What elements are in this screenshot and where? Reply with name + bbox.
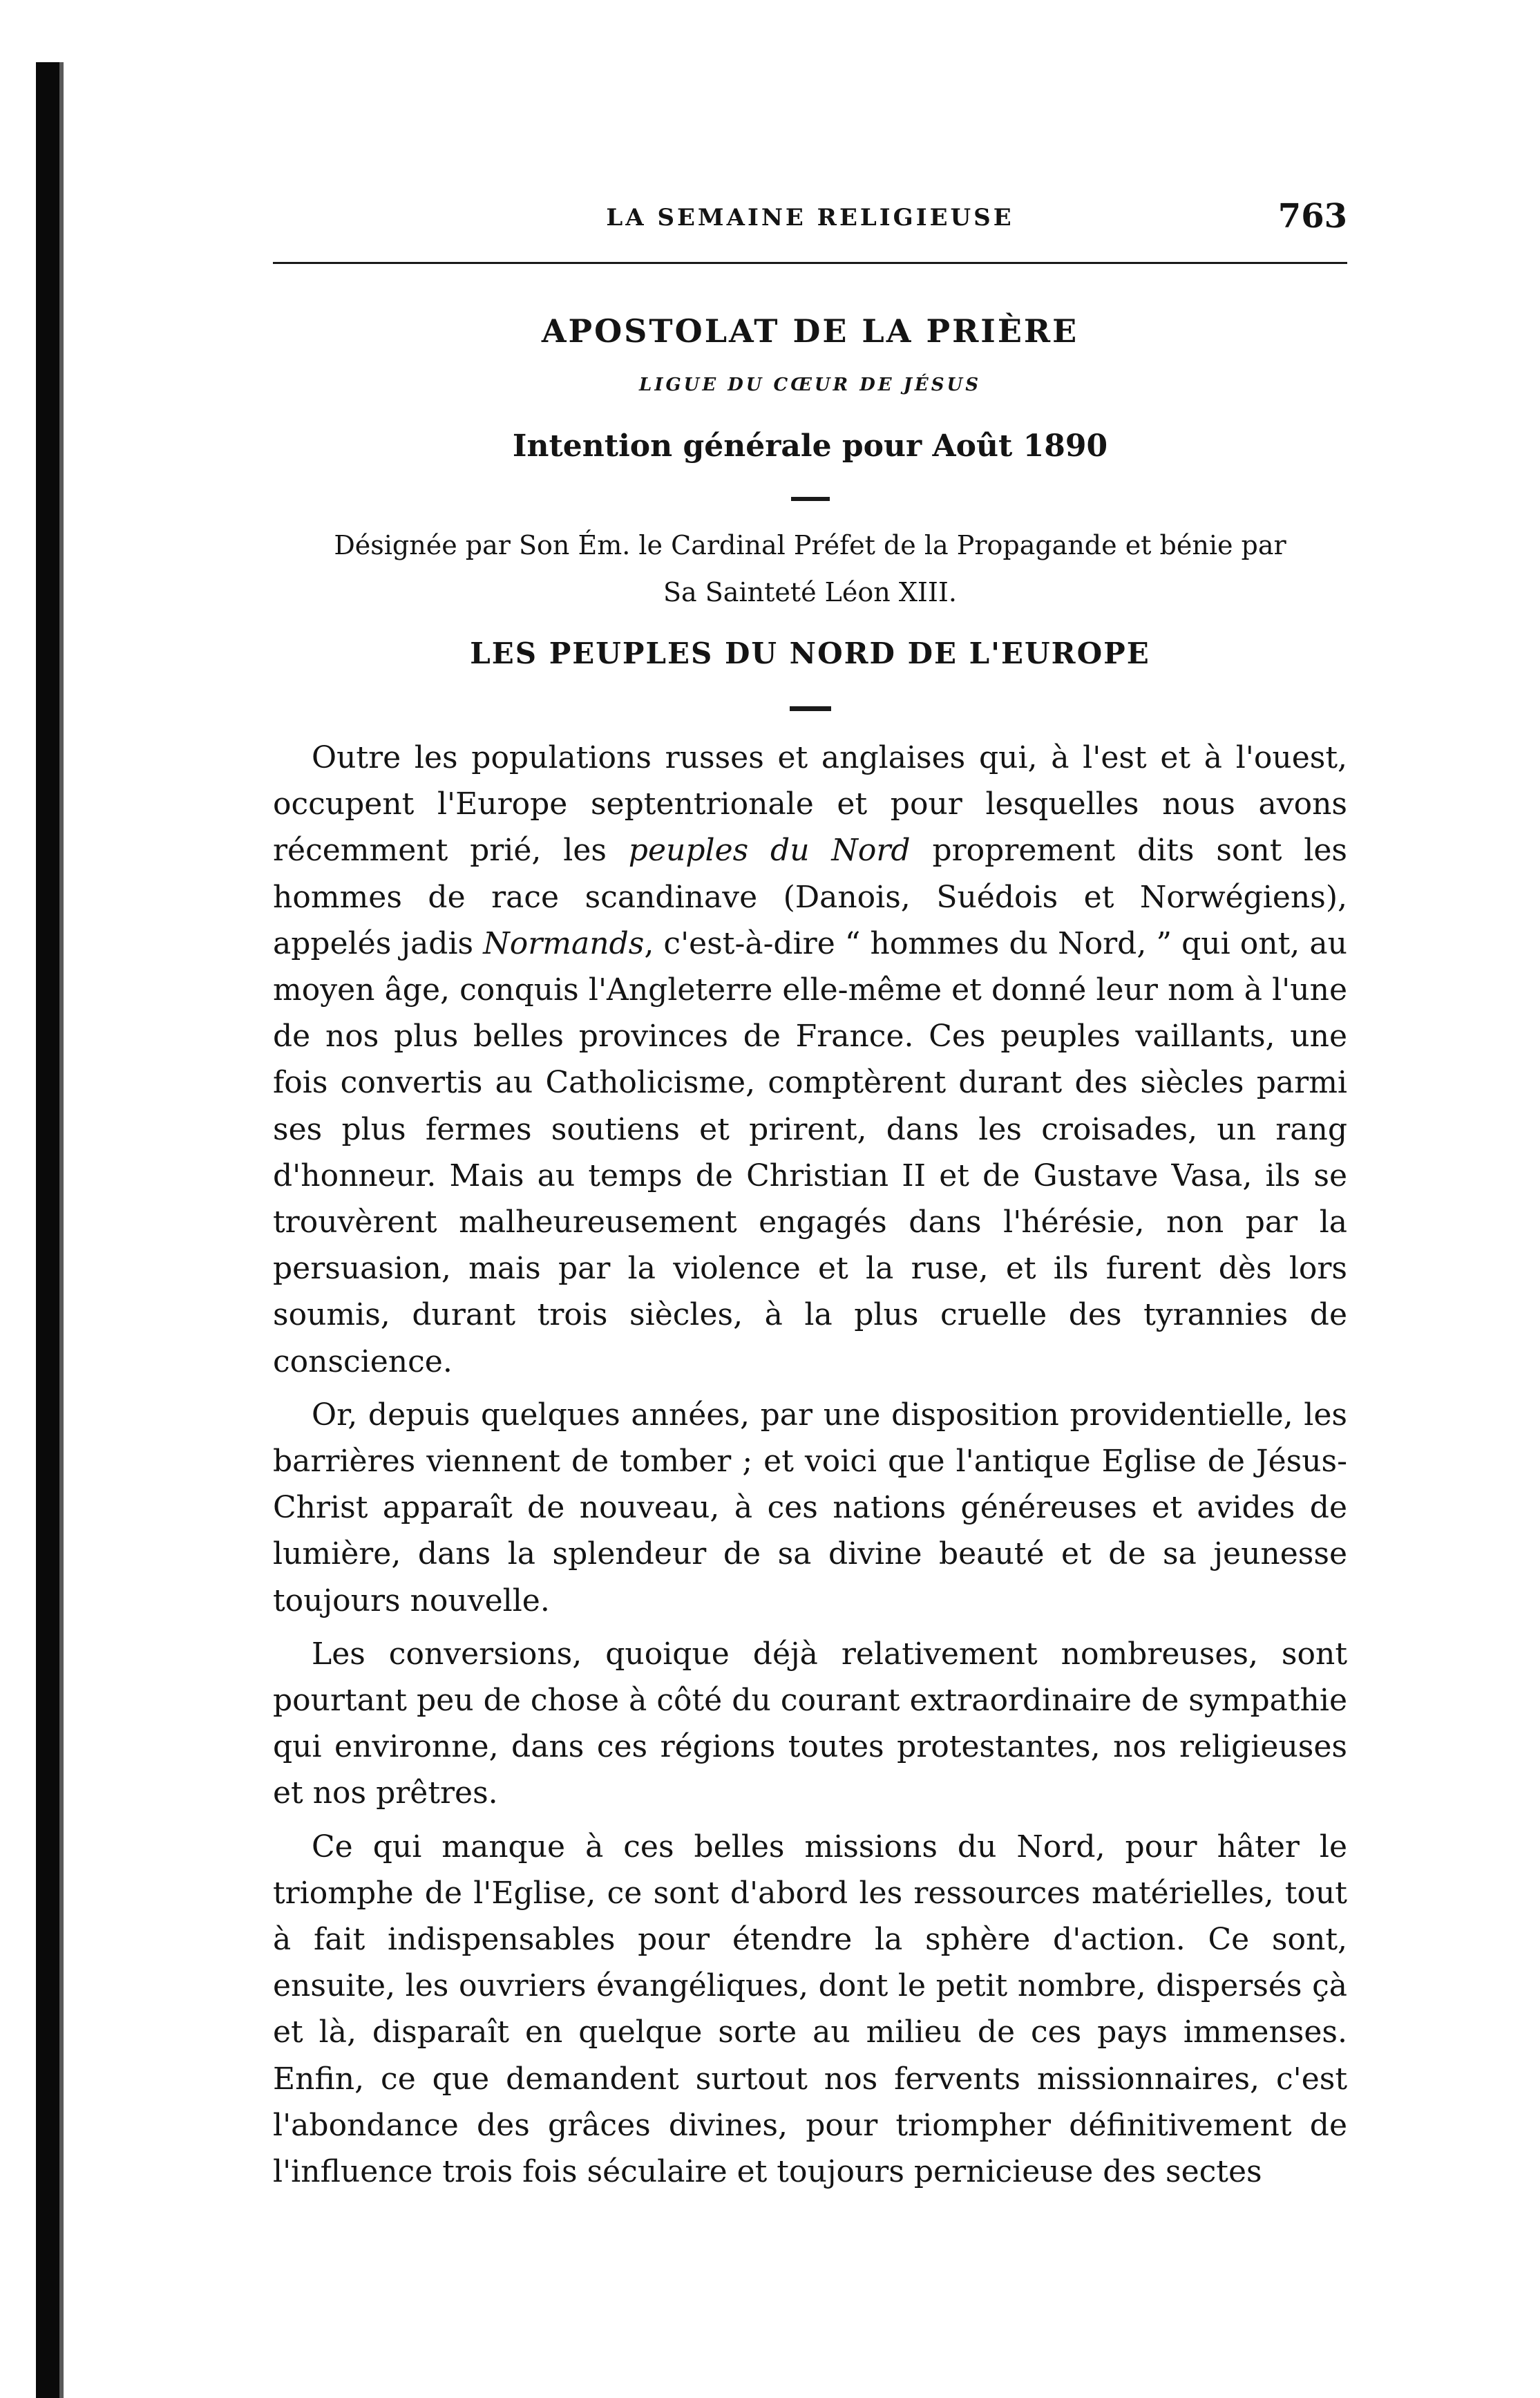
paragraph-1-italic-1: peuples du Nord (628, 833, 911, 869)
paragraph-1-part-c: , c'est-à-dire “ hommes du Nord, ” qui ont, au moyen âge, conquis l'Angleterre elle-même et donné leur nom à l'une de nos plus belles provinces de France. Ces peuples vaillants, une fois convertis au Catholicisme, comptèrent durant des siècles parmi ses plus fermes soutiens et prirent, dans les croisades, un rang d'honneur. Mais au temps de Christian II et de Gustave Vasa, ils se trouvèrent malheureusement engagés dans l'hérésie, non par la persuasion, mais par la violence et la ruse, et ils furent dès lors soumis, durant trois siècles, à la plus cruelle des tyrannies de conscience. (273, 925, 1347, 1379)
paragraph-1-part-b: proprement dits sont les hommes de race scandinave (Danois, Suédois et Norwégiens), appelés jadis (273, 833, 1347, 961)
section-title: LES PEUPLES DU NORD DE L'EUROPE (470, 636, 1150, 670)
paragraph-1-italic-2: Normands (483, 925, 645, 961)
paragraph-1-part-a: Outre les populations russes et anglaises qui, à l'est et à l'ouest, occupent l'Europe septentrionale et pour lesquelles nous avons récemment prié, les (273, 740, 1347, 869)
article-subtitle: LIGUE DU CŒUR DE JÉSUS (639, 375, 981, 395)
binding-edge (36, 62, 59, 2398)
designation-line-1: Désignée par Son Ém. le Cardinal Préfet de la Propagande et bénie par (334, 530, 1286, 560)
body-text (273, 735, 1347, 2195)
separator-dash (791, 497, 830, 501)
running-header (273, 197, 1347, 252)
paragraph-3: Les conversions, quoique déjà relativement nombreuses, sont pourtant peu de chose à côté du courant extraordinaire de sympathie qui environne, dans ces régions toutes protestantes, nos religieuses et nos prêtres. (273, 1636, 1347, 1811)
page-number: 763 (1277, 197, 1347, 236)
article-title: APOSTOLAT DE LA PRIÈRE (541, 312, 1079, 350)
paragraph-2: Or, depuis quelques années, par une disposition providentielle, les barrières viennent de tomber ; et voici que l'antique Eglise de Jésus-Christ apparaît de nouveau, à ces nations généreuses et avides de lumière, dans la splendeur de sa divine beauté et de sa jeunesse toujours nouvelle. (273, 1397, 1347, 1618)
designation-note (273, 522, 1347, 616)
header-rule (273, 262, 1347, 264)
paragraph-1 (273, 735, 1347, 1385)
running-title: LA SEMAINE RELIGIEUSE (606, 204, 1014, 232)
designation-line-2: Sa Sainteté Léon XIII. (663, 577, 957, 607)
intention-heading: Intention générale pour Août 1890 (512, 428, 1108, 464)
paragraph-4: Ce qui manque à ces belles missions du Nord, pour hâter le triomphe de l'Eglise, ce sont d'abord les ressources matérielles, tout à fait indispensables pour étendre la sphère d'action. Ce sont, ensuite, les ouvriers évangéliques, dont le petit nombre, dispersés çà et là, disparaît en quelque sorte au milieu de ces pays immenses. Enfin, ce que demandent surtout nos fervents missionnaires, c'est l'abondance des grâces divines, pour triompher définitivement de l'influence trois fois séculaire et toujours pernicieuse des sectes (273, 1829, 1347, 2190)
binding-edge-shadow (59, 62, 64, 2398)
separator-dash-2 (790, 706, 831, 711)
book-page (273, 197, 1347, 2195)
